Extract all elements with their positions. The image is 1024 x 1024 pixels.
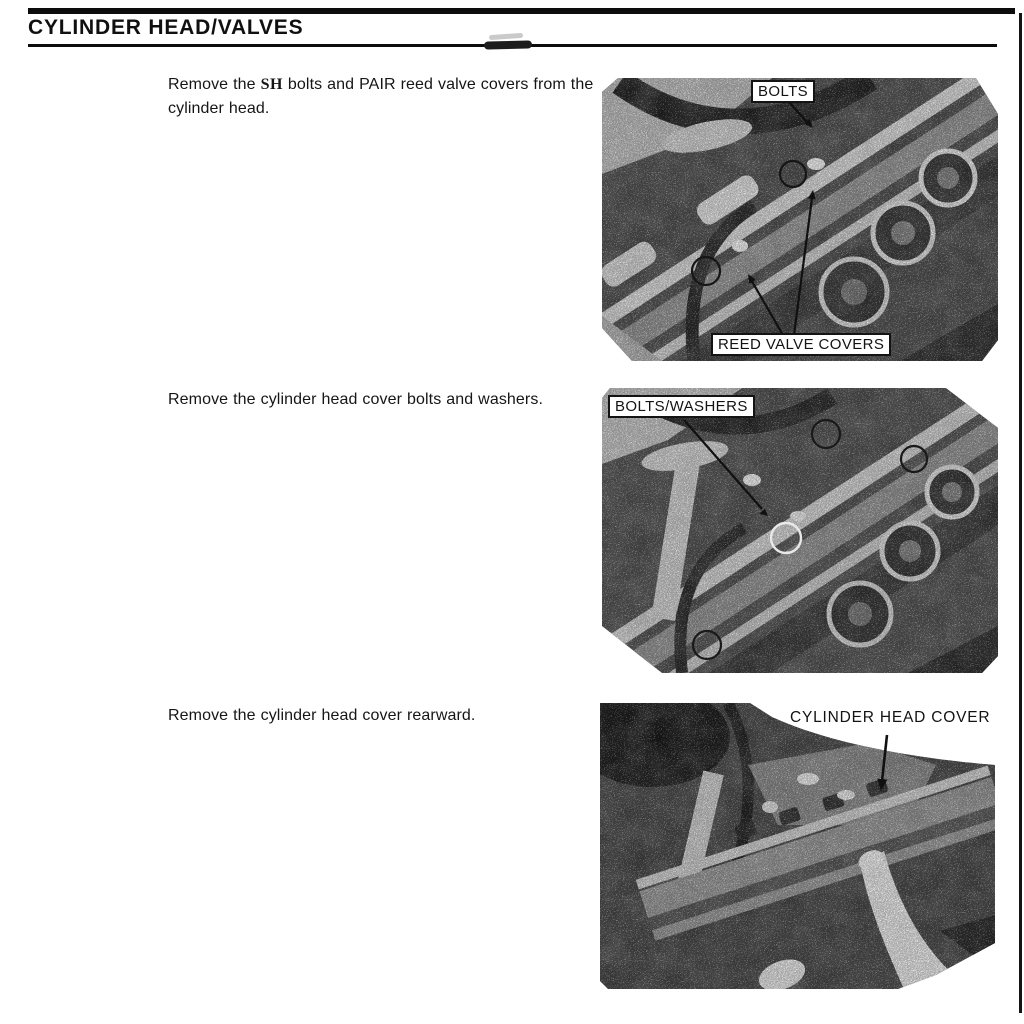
photo-2-label-bolts-washers: BOLTS/WASHERS	[608, 395, 755, 418]
photo-1-label-reed-valve-covers: REED VALVE COVERS	[711, 333, 891, 356]
instruction-step-2: Remove the cylinder head cover bolts and washers.	[168, 391, 544, 408]
photo-cylinder-head-cover	[600, 703, 995, 989]
photo-3-image	[600, 703, 995, 989]
photo-pair-reed-valve-covers	[602, 78, 998, 361]
scan-artifact	[489, 33, 523, 40]
photo-3-label-cylinder-head-cover: CYLINDER HEAD COVER	[790, 709, 991, 726]
photo-1-image	[602, 78, 998, 361]
scan-artifact-smudge	[484, 40, 532, 49]
page-edge-line	[1019, 13, 1022, 1013]
step-1-bold-term: SH	[260, 76, 283, 93]
page-title: CYLINDER HEAD/VALVES	[28, 16, 304, 39]
header-top-rule	[28, 8, 1015, 14]
photo-3-art	[600, 703, 995, 989]
instruction-step-1	[168, 73, 600, 120]
step-1-text-cont: bolts and PAIR reed valve covers from the cylinder head.	[168, 76, 594, 117]
photo-1-art	[602, 78, 998, 361]
photo-1-label-bolts: BOLTS	[751, 80, 815, 103]
instruction-step-3: Remove the cylinder head cover rearward.	[168, 707, 476, 724]
photo-cover-bolts-washers	[602, 388, 998, 673]
step-1-text: Remove the	[168, 76, 261, 93]
photo-2-image	[602, 388, 998, 673]
